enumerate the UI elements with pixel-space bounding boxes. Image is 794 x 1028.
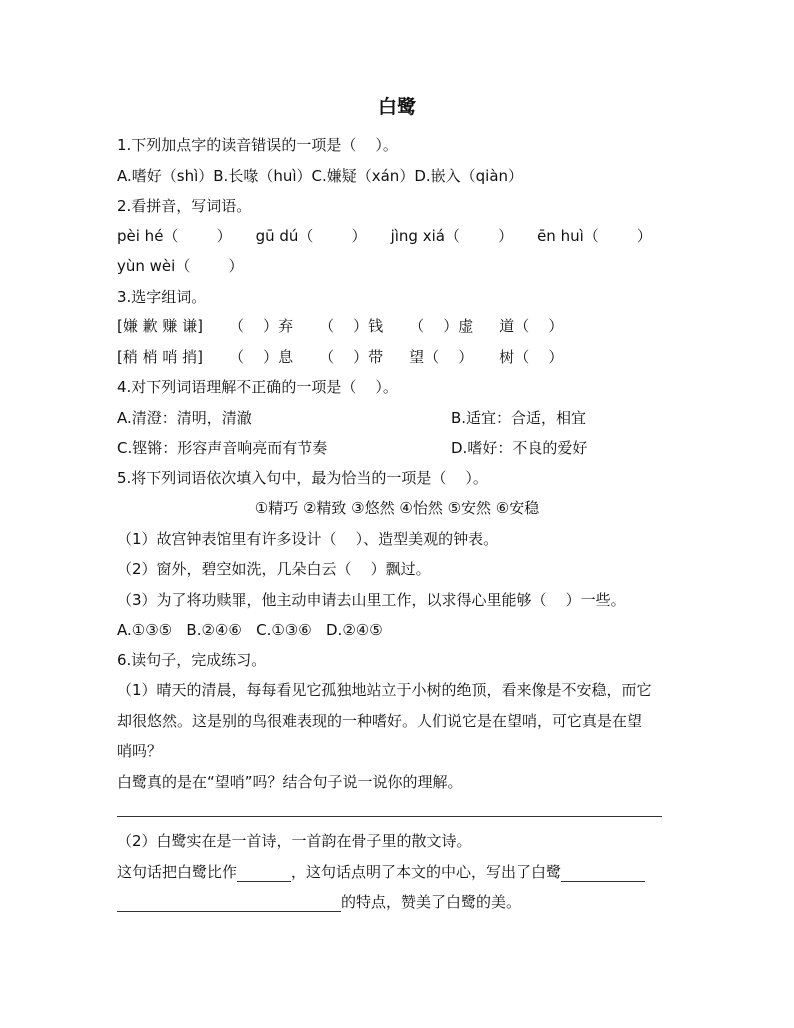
answer-line[interactable] xyxy=(117,816,662,817)
q5-word-bank: ①精巧 ②精致 ③悠然 ④怡然 ⑤安然 ⑥安稳 xyxy=(254,499,540,517)
q5-options: A.①③⑤ B.②④⑥ C.①③⑥ D.②④⑤ xyxy=(117,621,383,639)
q5-sentence-3: （3）为了将功赎罪，他主动申请去山里工作，以求得心里能够（ ）一些。 xyxy=(117,591,626,609)
q3-char-set: [嫌 歉 赚 谦] xyxy=(117,317,204,335)
q1-options: A.嗜好（shì）B.长喙（huì）C.嫌疑（xán）D.嵌入（qiàn） xyxy=(117,167,524,185)
q6-passage-1-line: 却很悠然。这是别的鸟很难表现的一种嗜好。人们说它是在望哨，可它真是在望 xyxy=(117,712,643,730)
q5-sentence-1: （1）故宫钟表馆里有许多设计（ ）、造型美观的钟表。 xyxy=(117,530,499,548)
q1-prompt: 1.下列加点字的读音错误的一项是（ ）。 xyxy=(117,136,398,154)
q3-item: （ ）息 xyxy=(229,348,294,366)
page-title: 白鹭 xyxy=(377,96,416,118)
q2-prompt: 2.看拼音，写词语。 xyxy=(117,197,252,215)
q4-prompt: 4.对下列词语理解不正确的一项是（ ）。 xyxy=(117,378,398,396)
q3-item: （ ）弃 xyxy=(229,317,294,335)
q6-passage-1-line: （1）晴天的清晨，每每看见它孤独地站立于小树的绝顶，看来像是不安稳，而它 xyxy=(117,681,652,699)
q2-pinyin-item: ēn huì（ ） xyxy=(537,227,652,245)
q3-prompt: 3.选字组词。 xyxy=(117,288,207,306)
q3-item: （ ）虚 xyxy=(409,317,474,335)
q4-option-b: B.适宜：合适，相宜 xyxy=(451,409,587,427)
q6-passage-1-line: 哨吗？ xyxy=(117,742,163,760)
q3-item: 树（ ） xyxy=(499,348,564,366)
q2-pinyin-row-2 xyxy=(117,256,267,276)
q2-pinyin-item: jìng xiá（ ） xyxy=(390,227,514,245)
q5-sentence-2: （2）窗外，碧空如洗，几朵白云（ ）飘过。 xyxy=(117,560,431,578)
q6-fill-text: ，这句话点明了本文的中心，写出了白鹭 xyxy=(291,863,562,881)
q3-item: （ ）带 xyxy=(319,348,384,366)
q6-passage-2: （2）白鹭实在是一首诗，一首韵在骨子里的散文诗。 xyxy=(117,832,472,850)
q4-option-c: C.铿锵：形容声音响亮而有节奏 xyxy=(117,439,328,457)
fill-blank[interactable] xyxy=(117,895,341,912)
q6-fill-text: 这句话把白鹭比作 xyxy=(117,863,238,881)
q3-char-set: [稍 梢 哨 捎] xyxy=(117,348,204,366)
q6-question-1: 白鹭真的是在“望哨”吗？结合句子说一说你的理解。 xyxy=(117,773,463,791)
q4-option-d: D.嗜好：不良的爱好 xyxy=(451,439,588,457)
q2-pinyin-item: gū dú（ ） xyxy=(255,227,367,245)
q2-pinyin-row-1 xyxy=(117,226,676,246)
q6-fill-text: 的特点，赞美了白鹭的美。 xyxy=(341,893,522,911)
q5-prompt: 5.将下列词语依次填入句中，最为恰当的一项是（ ）。 xyxy=(117,469,488,487)
q3-row-2 xyxy=(117,347,589,367)
q3-item: 望（ ） xyxy=(409,348,474,366)
q2-pinyin-item: yùn wèi（ ） xyxy=(117,257,244,275)
q3-row-1 xyxy=(117,316,589,336)
fill-blank[interactable] xyxy=(237,865,291,882)
fill-blank[interactable] xyxy=(561,865,645,882)
q6-prompt: 6.读句子，完成练习。 xyxy=(117,651,267,669)
q4-option-a: A.清澄：清明，清澈 xyxy=(117,409,252,427)
q6-fill-line-2 xyxy=(117,892,521,912)
q3-item: 道（ ） xyxy=(499,317,564,335)
q3-item: （ ）钱 xyxy=(319,317,384,335)
q6-fill-line-1 xyxy=(117,862,645,882)
q2-pinyin-item: pèi hé（ ） xyxy=(117,227,232,245)
